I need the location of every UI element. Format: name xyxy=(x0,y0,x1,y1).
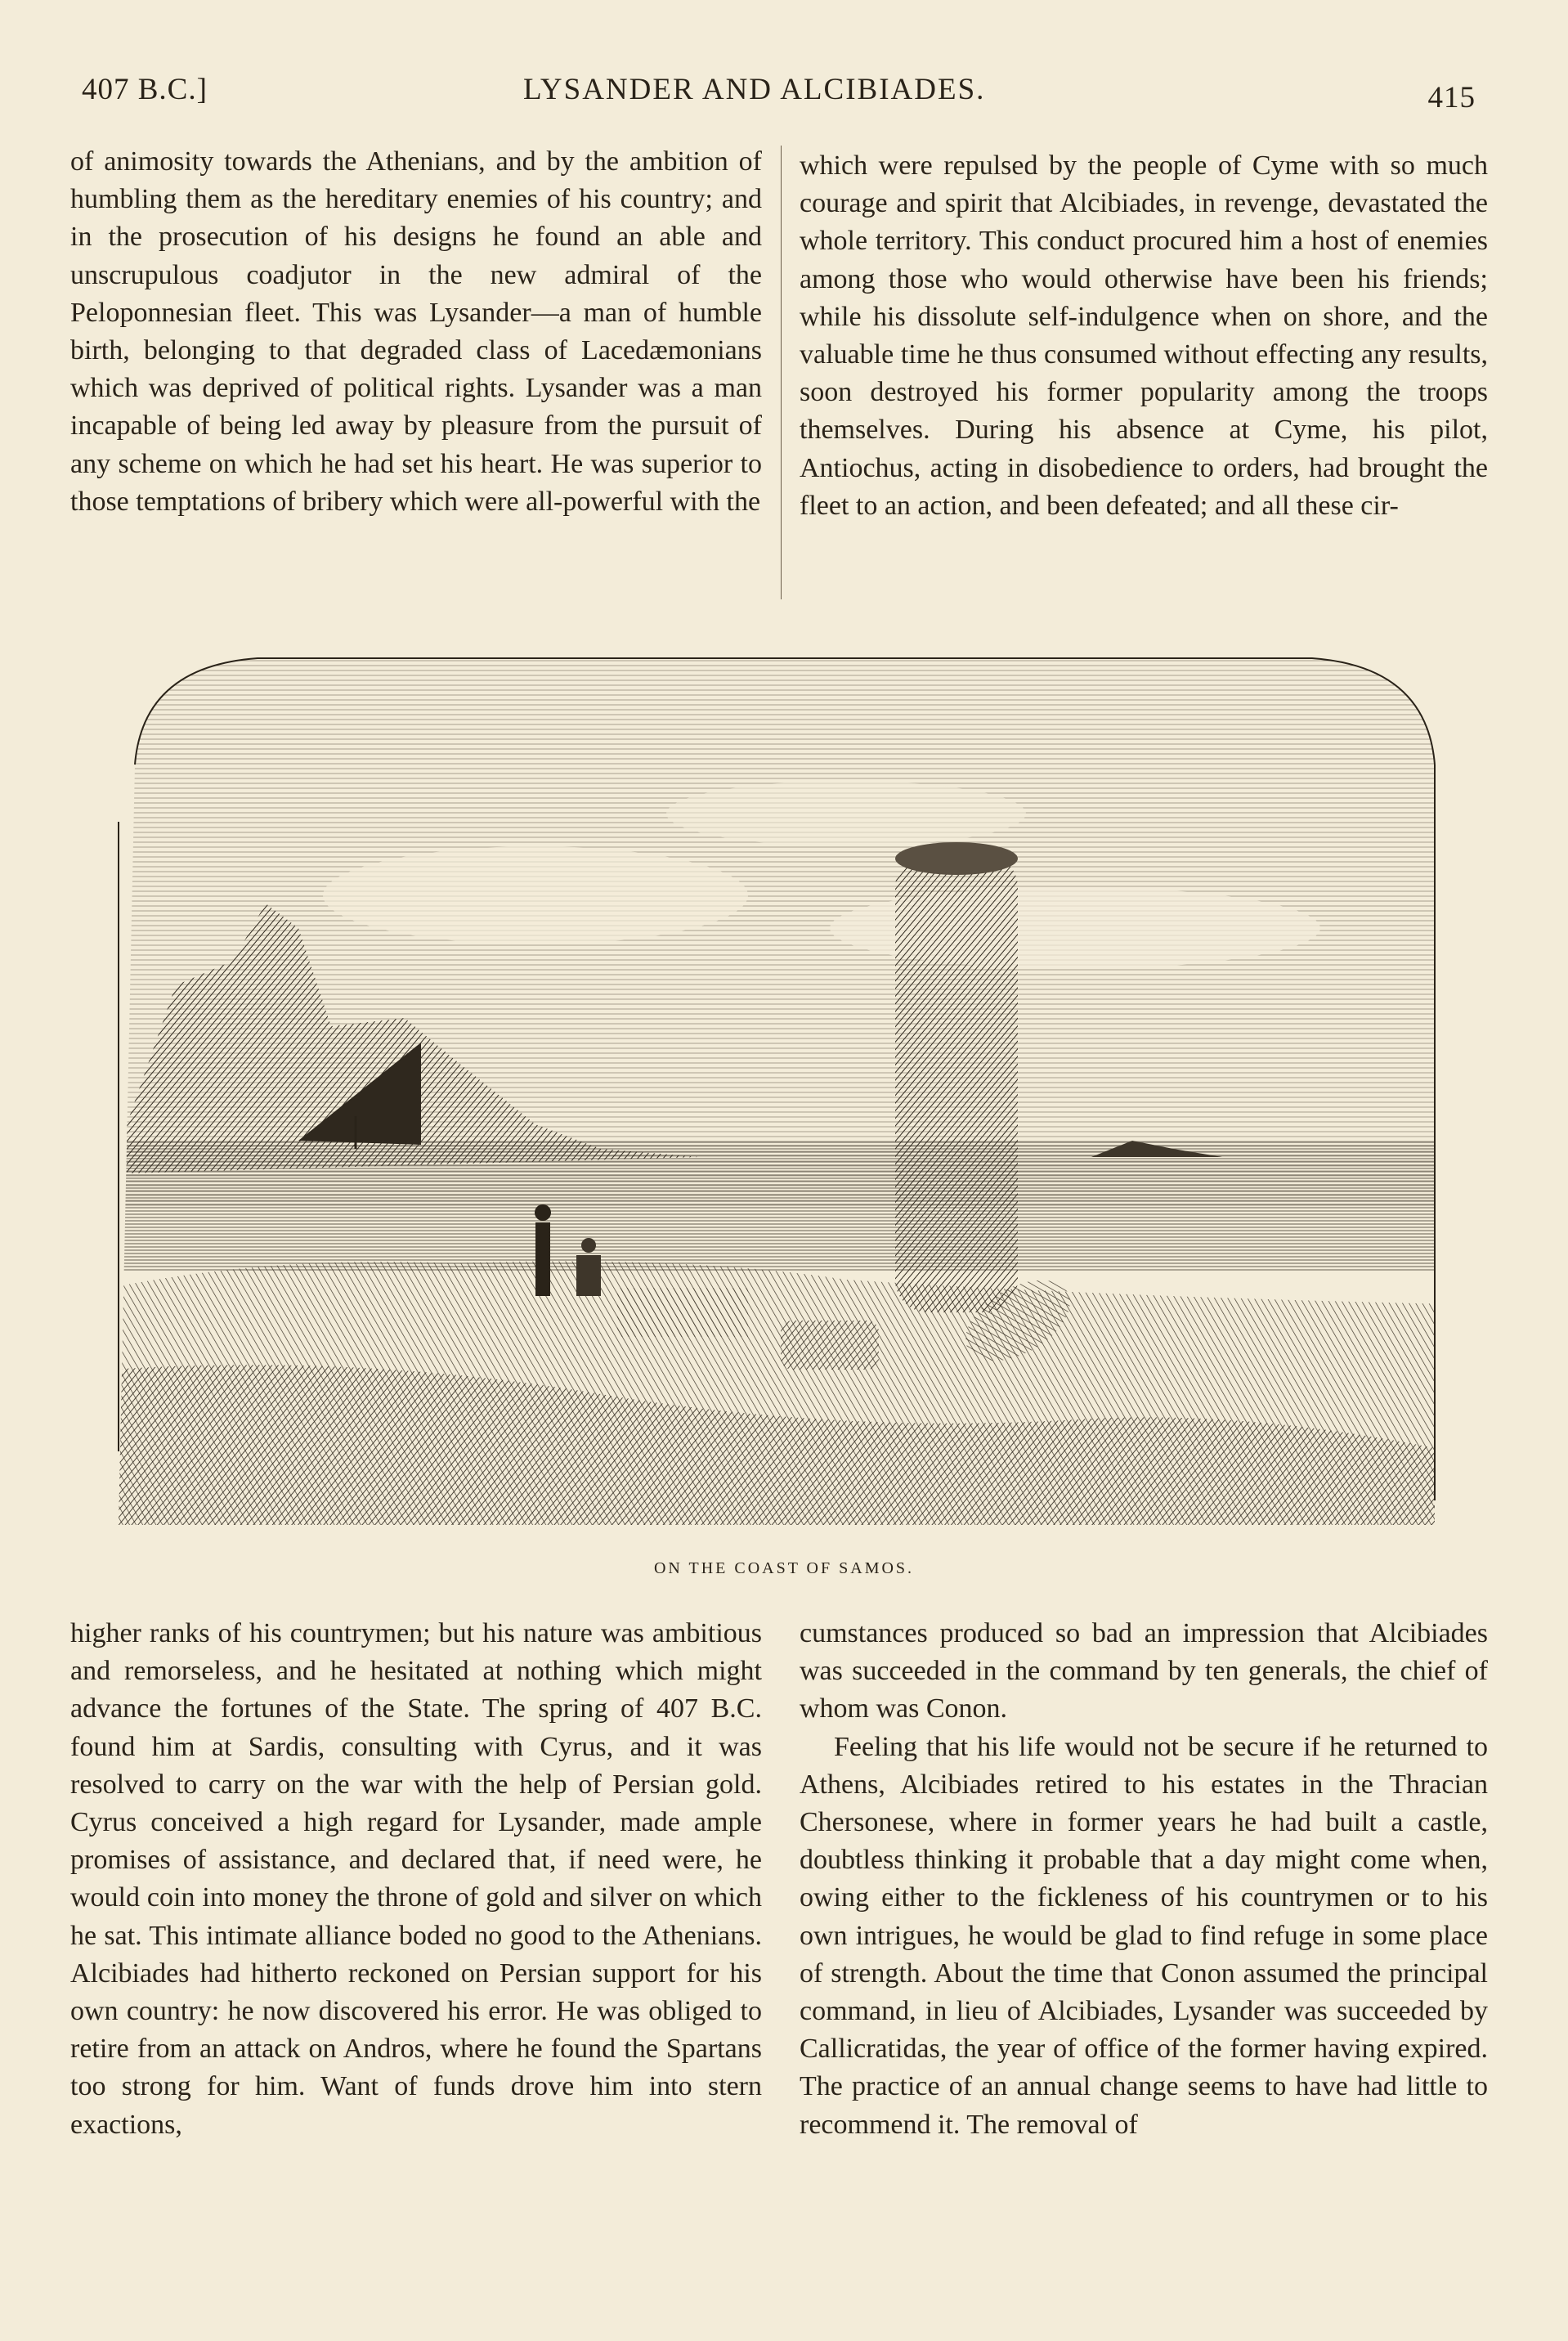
column-bottom-left xyxy=(70,1615,762,2144)
column-divider xyxy=(781,146,782,599)
paragraph: higher ranks of his countrymen; but his nature was ambitious and remorseless, and he hesitated at nothing which might advance the fortunes of the State. The spring of 407 B.C. found him at Sardis, consulting with Cyrus, and it was resolved to carry on the war with the help of Persian gold. Cyrus conceived a high regard for Lysander, made ample promises of assistance, and declared that, if need were, he would coin into money the throne of gold and silver on which he sat. This intimate alliance boded no good to the Athenians. Alcibiades had hitherto reckoned on Persian support for his own country: he now discovered his error. He was obliged to retire from an attack on Andros, where he found the Spartans too strong for him. Want of funds drove him into stern exactions, xyxy=(70,1618,762,2140)
figure-caption: ON THE COAST OF SAMOS. xyxy=(653,1559,915,1577)
samos-coast-engraving xyxy=(110,634,1451,1541)
running-header xyxy=(82,72,1476,121)
paragraph: which were repulsed by the people of Cyme with so much courage and spirit that Alcibiades, in revenge, devastated the whole territory. This conduct procured him a host of enemies among those who would otherwise have been his friends; while his dissolute self-indulgence when on shore, and the valuable time he thus consumed without effecting any results, soon destroyed his former popularity among the troops themselves. During his absence at Cyme, his pilot, Antiochus, acting in disobedience to orders, had brought the fleet to an action, and been defeated; and all these cir- xyxy=(800,150,1488,521)
header-title: LYSANDER AND ALCIBIADES. xyxy=(523,73,986,106)
column-top-right xyxy=(800,147,1488,525)
paragraph: of animosity towards the Athenians, and by the ambition of humbling them as the hereditary enemies of his country; and in the prosecution of his designs he found an able and unscrupulous coadjutor in the new admiral of the Peloponnesian fleet. This was Lysander—a man of humble birth, belonging to that degraded class of Lacedæmonians which was deprived of political rights. Lysander was a man incapable of being led away by pleasure from the pursuit of any scheme on which he had set his heart. He was superior to those temptations of bribery which were all-powerful with the xyxy=(70,146,762,517)
paragraph: Feeling that his life would not be secure if he returned to Athens, Alcibiades retired to his estates in the Thracian Chersonese, where in former years he had built a castle, doubtless thinking it probable that a day might come when, owing either to the fickleness of his countrymen or to his own intrigues, he would be glad to find refuge in some place of strength. About the time that Conon assumed the principal command, in lieu of Alcibiades, Lysander was succeeded by Callicratidas, the year of office of the former having expired. The practice of an annual change seems to have had little to recommend it. The removal of xyxy=(800,1731,1488,2140)
page-number: 415 xyxy=(1427,81,1476,114)
header-date: 407 B.C.] xyxy=(82,73,208,106)
paragraph: cumstances produced so bad an impression that Alcibiades was succeeded in the command by ten generals, the chief of whom was Conon. xyxy=(800,1618,1488,1724)
column-bottom-right xyxy=(800,1615,1488,2144)
column-top-left xyxy=(70,143,762,521)
